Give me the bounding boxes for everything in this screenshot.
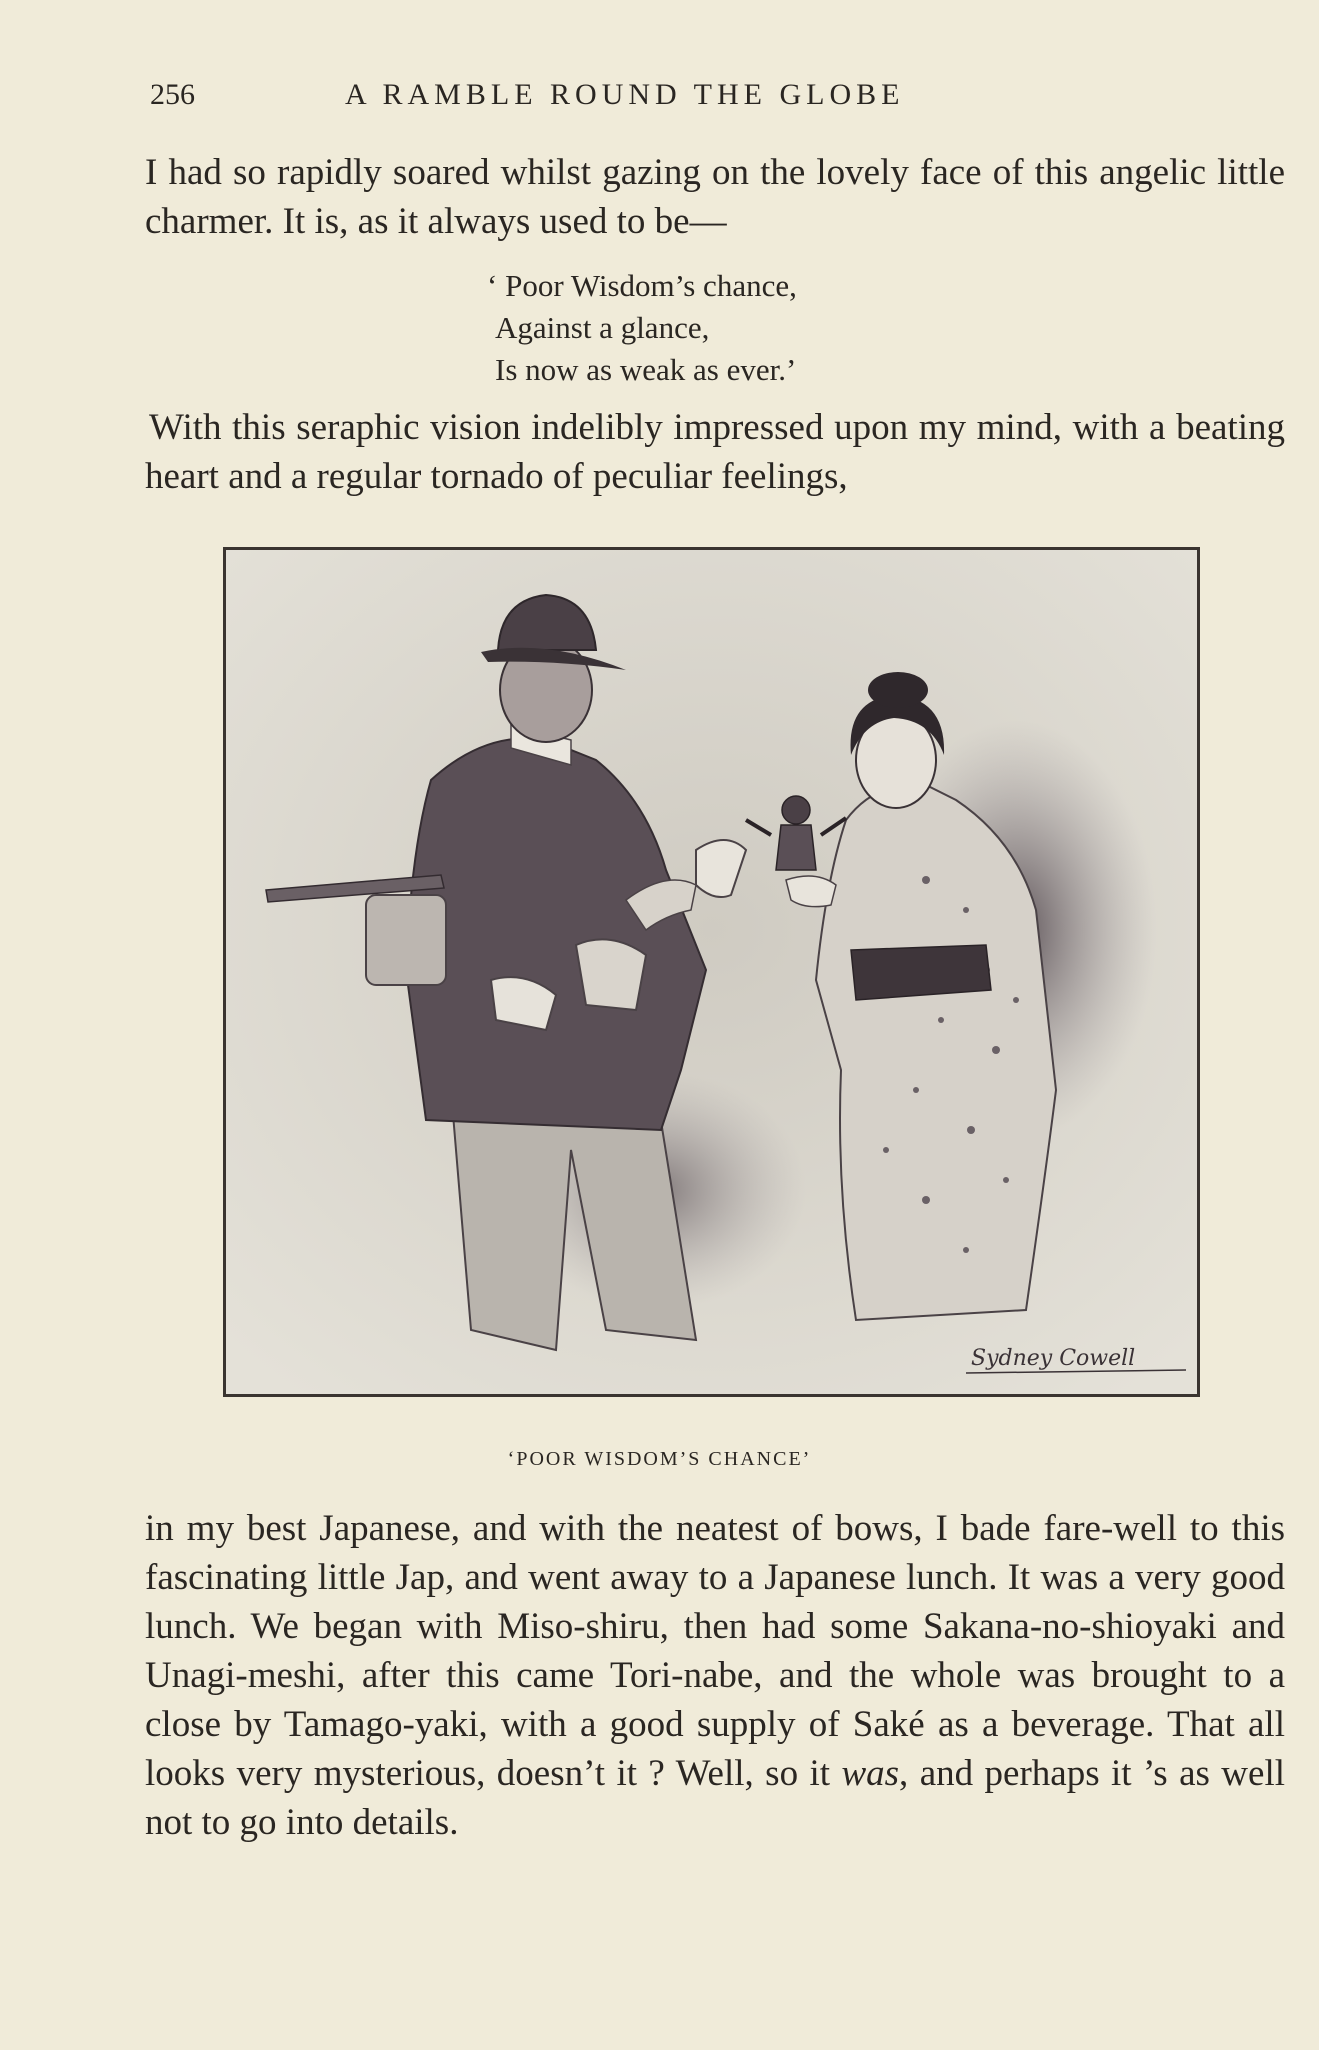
illustration-drawing <box>226 550 1197 1394</box>
illustration <box>223 547 1200 1397</box>
verse-quote <box>487 265 797 391</box>
puppet-body <box>776 825 816 870</box>
bundle-right <box>576 939 646 1010</box>
paragraph-3-end: , and perhaps it ’s as well not to go into details. <box>145 1753 1286 1843</box>
bundle-left <box>366 895 446 985</box>
verse-line-1: ‘ Poor Wisdom’s chance, <box>487 268 797 303</box>
woman-hand <box>786 876 836 907</box>
paragraph-3-text: in my best Japanese, and with the neatest of bows, I bade fare-well to this fascinating little Jap, and went away to a Japanese lunch. It was a very good lunch. We began with Miso-shiru, then had some Sakana-no-shioyaki and Unagi-meshi, after this came Tori-nabe, and the whole was brought to a close by Tamago-yaki, with a good supply of Saké as a beverage. That all looks very mysterious, doesn’t it ? Well, so it <box>145 1508 1285 1794</box>
puppet-head <box>782 796 810 824</box>
woman-hair-bun <box>868 672 928 708</box>
verse-line-2: Against a glance, <box>495 310 710 345</box>
artist-signature: Sydney Cowell <box>971 1346 1136 1371</box>
paragraph-3-italic: was <box>841 1753 900 1794</box>
paragraph-3 <box>145 1504 1285 1847</box>
paragraph-1: I had so rapidly soared whilst gazing on the lovely face of this angelic little charmer. It is, as it always used to be— <box>145 152 1285 242</box>
paragraph-2: With this seraphic vision indelibly impressed upon my mind, with a beating heart and a regular tornado of peculiar feelings, <box>145 407 1285 497</box>
verse-line-3: Is now as weak as ever.’ <box>495 352 797 387</box>
woman-obi <box>851 945 991 1000</box>
page-number: 256 <box>150 78 195 111</box>
running-title: A RAMBLE ROUND THE GLOBE <box>345 78 905 111</box>
figure-caption: ‘POOR WISDOM’S CHANCE’ <box>507 1448 812 1470</box>
